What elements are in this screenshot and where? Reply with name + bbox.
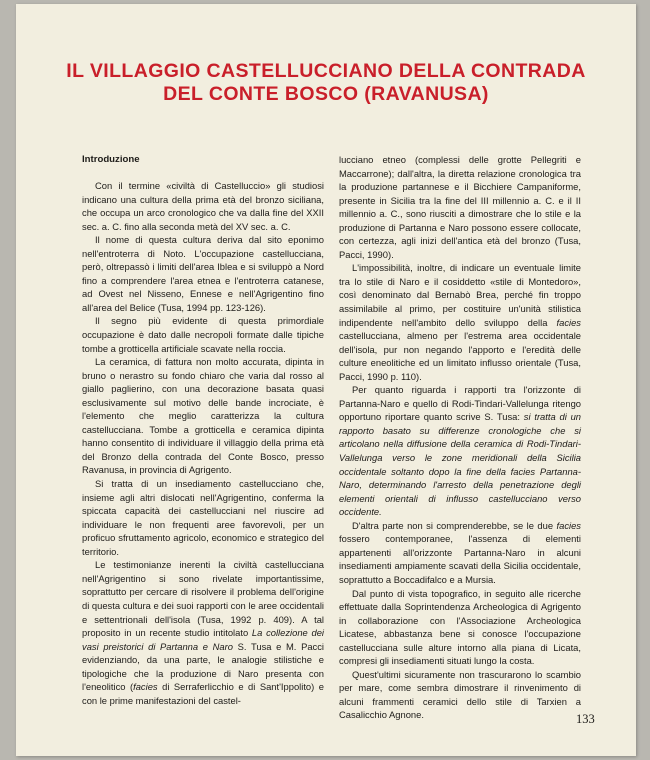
paragraph-text: S. Tusa e M. Pacci evidenziando, da una parte, le analogie stilistiche e tipologiche che la produzione di Naro presenta con l'eneolitico ( [82,640,324,693]
document-page [16,4,636,756]
italic-text: La collezione dei vasi preistorici di Partanna e Naro [82,627,325,652]
title-line-2: DEL CONTE BOSCO (RAVANUSA) [163,83,489,105]
paragraph-text: Per quanto riguarda i rapporti tra l'orizzonte di Partanna-Naro e quello di Rodi-Tindari-Vallelunga ritengo opportuno riportare quanto scrive S. Tusa: [339,384,581,423]
paragraph-text: Si tratta di un insediamento castellucciano che, insieme agli altri dislocati nell'Agrigentino, conferma la spiccata capacità dei castellucciani nel riuscire ad individuare le non frequenti aree favorevoli, per un proficuo sfruttamento agricolo, economico e strategico del territorio. [82,478,324,557]
paragraph-text: La ceramica, di fattura non molto accurata, dipinta in bruno o nerastro su fondo chiaro che varia dal rosso al giallo paglierino, con una decorazione basata quasi esclusivamente sul motivo delle bande incrociate, è l'elemento che meglio caratterizza la cultura castellucciana. Tombe a grotticella e ceramica dipinta hanno consentito di individuare il villaggio della prima età del Bronzo della contrada del Conte Bosco, presso Ravanusa, in provincia di Agrigento. [82,356,324,476]
paragraph-text: Quest'ultimi sicuramente non trascurarono lo scambio per mare, come sembra dimostrare il rinvenimento di alcuni frammenti ceramici dello stile di Tarxien a Casalicchio Agnone. [339,668,581,721]
italic-text: si tratta di un rapporto basato su differenze cronologiche che si articolano nella diffusione della ceramica di Rodi-Tindari-Vallelunga verso le zone meridionali della Sicilia occidentale soltanto dopo la fine della facies Partanna-Naro, determinando l'arresto della penetrazione degli elementi orientali di influsso castellucciano verso occidente. [339,411,581,518]
section-heading: Introduzione [82,154,140,165]
paragraph-text: D'altra parte non si comprenderebbe, se le due [352,519,557,531]
paragraph [82,179,324,233]
paragraph [339,383,581,518]
paragraph-text: Il segno più evidente di questa primordiale occupazione è dato dalle necropoli formate dalle tipiche tombe a grotticella artificiale scavate nella roccia. [82,315,324,354]
paragraph-text: L'impossibilità, inoltre, di indicare un eventuale limite tra lo stile di Naro e il cosiddetto «stile di Montedoro», così denominato dal Bernabò Brea, perché fin troppo assimilabile al primo, per costituire un'unità stilistica indipendente nell'ambito dello sviluppo della [339,262,581,328]
paragraph [82,233,324,314]
page-number: 133 [576,712,595,726]
italic-text: facies [556,519,581,531]
paragraph: lucciano etneo (complessi delle grotte Pellegriti e Maccarrone); dall'altra, la diretta relazione cronologica tra la produzione partannese e il Bicchiere Campaniforme, presente in Sicilia tra la fine del III millennio a. C. e il II millennio a. C., sono riusciti a dimostrare che lo stile e la produzione di Partanna e Naro possono essere collocate, con certezza, agli inizi dell'antica età del bronzo (Tusa, Pacci, 1990). [339,154,581,260]
paragraph-text: fossero contemporanee, l'assenza di elementi appartenenti all'orizzonte Partanna-Naro in alcuni insediamenti ampiamente scavati della Sicilia occidentale, soprattutto a Boccadifalco e a Mursia. [339,533,581,585]
paragraph [82,355,324,477]
paragraph-text: Con il termine «civiltà di Castelluccio» gli studiosi indicano una cultura della prima età del bronzo siciliana, che occupa un arco cronologico che va dalla fine del XXII sec. a. C. fino alla seconda metà del XV sec. a. C. [82,180,324,232]
paragraph-text: castellucciana, almeno per l'estrema area occidentale dell'isola, pur non negando l'apporto e l'eredità delle culture eneolitiche ed un limitato influsso orientale (Tusa, Pacci, 1990 p. 110). [339,330,581,382]
paragraph-text: di Serraferlicchio e di Sant'Ippolito) e con le prime manifestazioni del castel- [82,681,324,706]
article-title [16,60,636,106]
paragraph-text: Dal punto di vista topografico, in seguito alle ricerche effettuate dalla Soprintendenza Archeologica di Agrigento in collaborazione con l'Associazione Archeologica Licatese, abbastanza bene si conosce l'occupazione castellucciana sulle alture intorno alla piana di Licata, compresi gli insediamenti situati lungo la costa. [339,587,581,667]
italic-text: facies [556,316,581,328]
paragraph [339,668,581,722]
paragraph [82,477,324,558]
paragraph-text: Le testimonianze inerenti la civiltà castellucciana nell'Agrigentino si sono rivelate importantissime, soprattutto per cercare di risolvere il problema dell'origine di questa cultura e dei suoi rapporti con le aree occidentali e settentrionali dell'isola (Tusa, 1992 p. 409). A tal proposito in un recente studio intitolato [82,559,324,639]
paragraph-text: Il nome di questa cultura deriva dal sito eponimo nell'entroterra di Noto. L'occupazione castellucciana, però, oltrepassò i limiti dell'area Iblea e si sviluppò a Nord fino a comprendere l'area etnea e l'entroterra catanese, ad Ovest nel Nisseno, Ennese e nell'Agrigentino fino all'area del Belice (Tusa, 1994 pp. 123-126). [82,234,324,313]
right-column [339,153,581,722]
paragraph [82,314,324,355]
paragraph [339,587,581,668]
paragraph [82,558,324,707]
paragraph [339,261,581,383]
paragraph [339,519,581,587]
italic-text: facies [133,681,158,693]
left-column [82,179,324,707]
title-line-1: IL VILLAGGIO CASTELLUCCIANO DELLA CONTRADA [66,60,586,82]
